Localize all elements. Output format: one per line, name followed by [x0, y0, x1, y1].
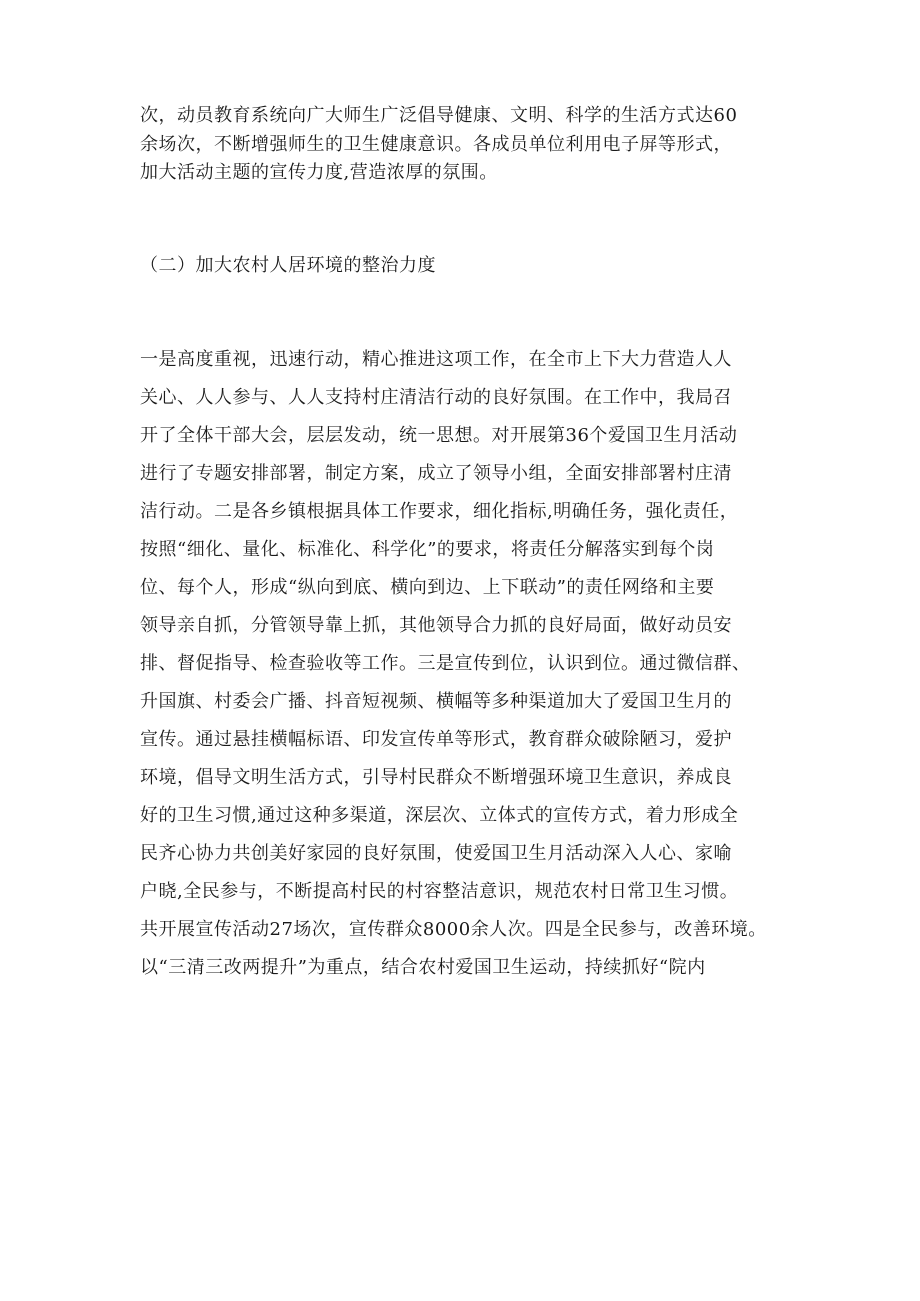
main-line-5: 洁行动。二是各乡镇根据具体工作要求，细化指标,明确任务，强化责任， — [140, 501, 739, 522]
main-line-16: 共开展宣传活动27场次，宣传群众8000余人次。四是全民参与，改善环境。 — [140, 919, 767, 940]
intro-line-3: 加大活动主题的宣传力度,营造浓厚的氛围。 — [140, 162, 498, 183]
main-line-2: 关心、人人参与、人人支持村庄清洁行动的良好氛围。在工作中，我局召 — [140, 387, 732, 408]
main-line-15: 户晓,全民参与，不断提高村民的村容整洁意识，规范农村日常卫生习惯。 — [140, 881, 739, 902]
section-heading: （二）加大农村人居环境的整治力度 — [140, 255, 436, 276]
main-line-17: 以“三清三改两提升”为重点，结合农村爱国卫生运动，持续抓好“院内 — [140, 957, 706, 978]
main-line-3: 开了全体干部大会，层层发动，统一思想。对开展第36个爱国卫生月活动 — [140, 425, 738, 446]
main-line-7: 位、每个人，形成“纵向到底、横向到边、上下联动”的责任网络和主要 — [140, 577, 715, 598]
main-line-10: 升国旗、村委会广播、抖音短视频、横幅等多种渠道加大了爱国卫生月的 — [140, 691, 732, 712]
main-line-13: 好的卫生习惯,通过这种多渠道，深层次、立体式的宣传方式，着力形成全 — [140, 805, 739, 826]
main-line-11: 宣传。通过悬挂横幅标语、印发宣传单等形式，教育群众破除陋习，爱护 — [140, 729, 732, 750]
main-line-6: 按照“细化、量化、标准化、科学化”的要求，将责任分解落实到每个岗 — [140, 539, 715, 560]
main-line-4: 进行了专题安排部署，制定方案，成立了领导小组，全面安排部署村庄清 — [140, 463, 732, 484]
intro-line-1: 次，动员教育系统向广大师生广泛倡导健康、文明、科学的生活方式达60 — [140, 105, 738, 126]
main-line-12: 环境，倡导文明生活方式，引导村民群众不断增强环境卫生意识，养成良 — [140, 767, 732, 788]
main-line-8: 领导亲自抓，分管领导靠上抓，其他领导合力抓的良好局面，做好动员安 — [140, 615, 732, 636]
intro-line-2: 余场次，不断增强师生的卫生健康意识。各成员单位利用电子屏等形式， — [140, 134, 732, 155]
main-line-1: 一是高度重视，迅速行动，精心推进这项工作，在全市上下大力营造人人 — [140, 349, 732, 370]
main-line-14: 民齐心协力共创美好家园的良好氛围，使爱国卫生月活动深入人心、家喻 — [140, 843, 732, 864]
main-line-9: 排、督促指导、检查验收等工作。三是宣传到位，认识到位。通过微信群、 — [140, 653, 751, 674]
